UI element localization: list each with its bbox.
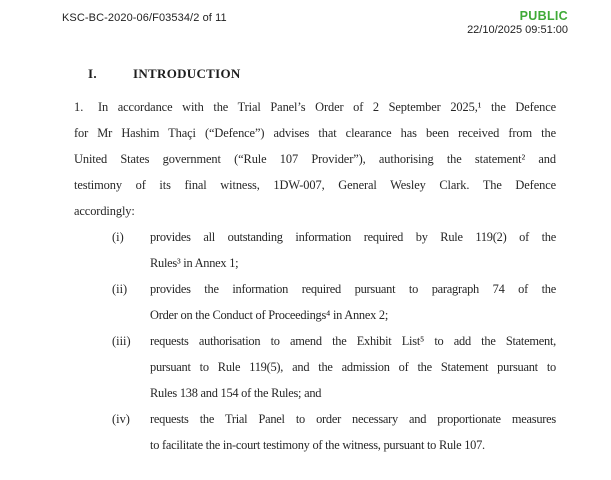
header-right-block [467,9,568,36]
list-item-i-text: provides all outstanding information required by Rule 119(2) of the Rules³ in Annex 1; [150,230,556,270]
paragraph-1-text: In accordance with the Trial Panel’s Order of 2 September 2025,¹ the Defence for Mr Hashim Thaçi (“Defence”) advises that clearance has been received from the United States government (“Rule 107 Provider”), authorising the statement² and testimony of its final witness, 1DW-007, General Wesley Clark. The Defence accordingly: [74,100,556,218]
list-marker-i: (i) [112,230,124,244]
paragraph-1 [74,94,556,224]
document-body [74,66,556,458]
list-marker-ii: (ii) [112,282,128,296]
list-item-iii [112,328,556,406]
list-item-iii-text: requests authorisation to amend the Exhibit List⁵ to add the Statement, pursuant to Rule 119(5), and the admission of the Statement pursuant to Rules 138 and 154 of the Rules; and [150,334,556,400]
list-item-iv [112,406,556,458]
list-item-iv-text: requests the Trial Panel to order necessary and proportionate measures to facilitate the in-court testimony of the witness, pursuant to Rule 107. [150,412,556,452]
list-item-ii-text: provides the information required pursuant to paragraph 74 of the Order on the Conduct of Proceedings⁴ in Annex 2; [150,282,556,322]
classification-badge: PUBLIC [519,9,568,23]
list-item-i [112,224,556,276]
list-item-ii [112,276,556,328]
section-heading-number: I. [88,66,97,81]
ordered-list [74,224,556,458]
section-heading [74,66,556,94]
list-marker-iv: (iv) [112,412,130,426]
case-number: KSC-BC-2020-06/F03534/2 of 11 [62,12,227,24]
section-heading-title: INTRODUCTION [133,66,241,81]
filing-timestamp: 22/10/2025 09:51:00 [467,24,568,36]
paragraph-1-number: 1. [74,100,84,114]
document-header [0,0,611,46]
list-marker-iii: (iii) [112,334,131,348]
